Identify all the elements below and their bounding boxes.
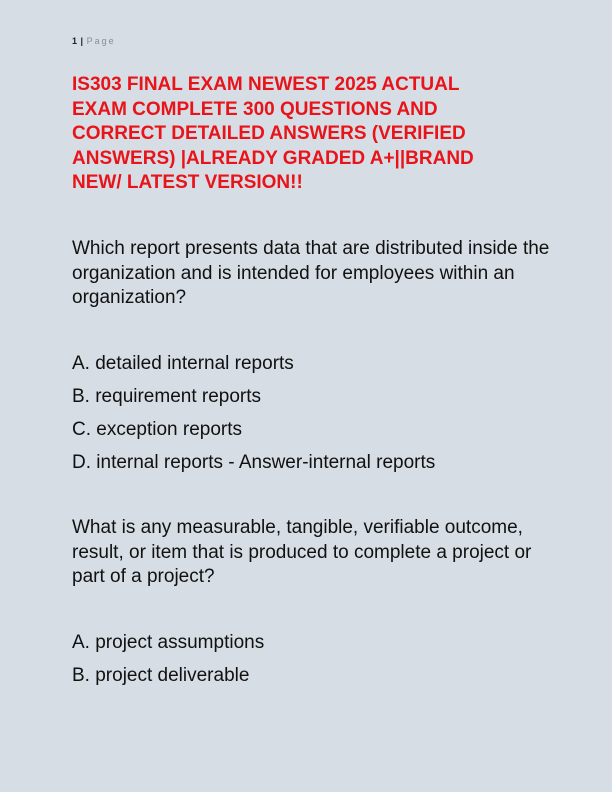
question-1-option-a: A. detailed internal reports <box>72 353 294 374</box>
question-1-option-d: D. internal reports - Answer-internal reports <box>72 452 436 473</box>
question-2-options <box>72 632 552 698</box>
page-separator: | <box>80 36 84 46</box>
question-2-text: What is any measurable, tangible, verifiable outcome, result, or item that is produced to complete a project or part of a project? <box>72 517 532 587</box>
question-1-text: Which report presents data that are distributed inside the organization and is intended for employees within an organization? <box>72 238 550 308</box>
page-number: 1 <box>72 36 78 46</box>
question-1-options <box>72 353 552 485</box>
page-label: Page <box>86 36 116 46</box>
page-header <box>72 36 116 46</box>
question-2-option-b: B. project deliverable <box>72 665 250 686</box>
question-2-option-a: A. project assumptions <box>72 632 265 653</box>
document-title: IS303 FINAL EXAM NEWEST 2025 ACTUAL EXAM COMPLETE 300 QUESTIONS AND CORRECT DETAILED ANSWERS (VERIFIED ANSWERS) |ALREADY GRADED A+||BRAND NEW/ LATEST VERSION!! <box>72 74 474 193</box>
question-1-option-b: B. requirement reports <box>72 386 262 407</box>
question-1-option-c: C. exception reports <box>72 419 243 440</box>
